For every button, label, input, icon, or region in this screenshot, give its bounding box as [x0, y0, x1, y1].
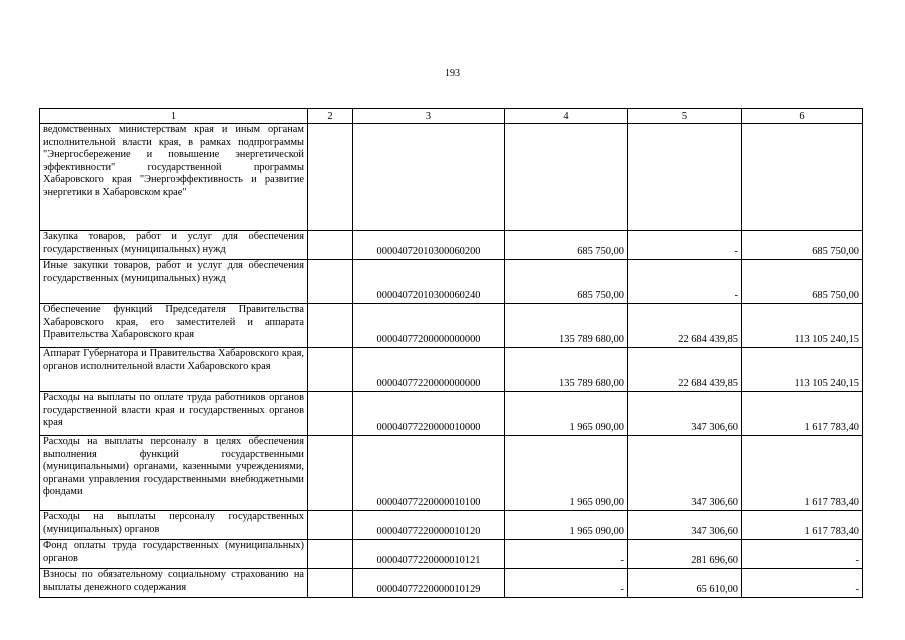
budget-table [39, 108, 863, 598]
row-col4-cell: 135 789 680,00 [505, 348, 628, 392]
table-row [40, 540, 863, 569]
row-code-cell: 00004072010300060240 [353, 260, 505, 304]
row-name-cell: Фонд оплаты труда государственных (муниципальных) органов [40, 540, 308, 569]
row-col2-cell [308, 540, 353, 569]
row-col6-cell: 1 617 783,40 [742, 436, 863, 511]
row-code-cell: 00004077220000000000 [353, 348, 505, 392]
row-col6-cell: - [742, 569, 863, 598]
row-code-cell: 00004077220000010120 [353, 511, 505, 540]
row-name-cell: ведомственных министерствам края и иным органам исполнительной власти края, в рамках подпрограммы "Энергосбережение и повышение энергетической эффективности" государственной программы Хабаровского края "Энергоэффективность и развитие энергетики в Хабаровском крае" [40, 124, 308, 231]
row-name-cell: Расходы на выплаты по оплате труда работников органов государственной власти края и государственных органов края [40, 392, 308, 436]
row-col5-cell: 347 306,60 [628, 511, 742, 540]
row-col2-cell [308, 569, 353, 598]
row-col4-cell: - [505, 569, 628, 598]
column-header: 2 [308, 109, 353, 124]
row-col6-cell: - [742, 540, 863, 569]
row-code-cell: 00004077200000000000 [353, 304, 505, 348]
column-header: 6 [742, 109, 863, 124]
row-col2-cell [308, 124, 353, 231]
row-name-cell: Иные закупки товаров, работ и услуг для обеспечения государственных (муниципальных) нужд [40, 260, 308, 304]
row-col2-cell [308, 260, 353, 304]
page-number: 193 [445, 68, 460, 79]
row-col5-cell [628, 124, 742, 231]
row-name-cell: Расходы на выплаты персоналу государственных (муниципальных) органов [40, 511, 308, 540]
row-col4-cell: 135 789 680,00 [505, 304, 628, 348]
row-col6-cell [742, 124, 863, 231]
column-header: 3 [353, 109, 505, 124]
row-col4-cell: 1 965 090,00 [505, 392, 628, 436]
table-row [40, 569, 863, 598]
row-col5-cell: 347 306,60 [628, 436, 742, 511]
row-col5-cell: 347 306,60 [628, 392, 742, 436]
row-col5-cell: 65 610,00 [628, 569, 742, 598]
row-name-cell: Обеспечение функций Председателя Правительства Хабаровского края, его заместителей и аппарата Правительства Хабаровского края [40, 304, 308, 348]
row-code-cell [353, 124, 505, 231]
table-row [40, 231, 863, 260]
column-header: 5 [628, 109, 742, 124]
row-code-cell: 00004077220000010000 [353, 392, 505, 436]
row-col2-cell [308, 231, 353, 260]
table-row [40, 511, 863, 540]
table-row [40, 304, 863, 348]
row-col4-cell: - [505, 540, 628, 569]
row-code-cell: 00004077220000010121 [353, 540, 505, 569]
table-row [40, 392, 863, 436]
table-row [40, 260, 863, 304]
row-col2-cell [308, 304, 353, 348]
table-row [40, 436, 863, 511]
table-header-row [40, 109, 863, 124]
row-name-cell: Взносы по обязательному социальному страхованию на выплаты денежного содержания [40, 569, 308, 598]
row-col2-cell [308, 392, 353, 436]
row-col5-cell: - [628, 231, 742, 260]
row-col4-cell: 1 965 090,00 [505, 436, 628, 511]
row-col6-cell: 1 617 783,40 [742, 511, 863, 540]
row-col5-cell: - [628, 260, 742, 304]
row-col2-cell [308, 348, 353, 392]
row-col4-cell [505, 124, 628, 231]
row-name-cell: Аппарат Губернатора и Правительства Хабаровского края, органов исполнительной власти Хабаровского края [40, 348, 308, 392]
table-row [40, 124, 863, 231]
row-col6-cell: 113 105 240,15 [742, 304, 863, 348]
column-header: 1 [40, 109, 308, 124]
row-name-cell: Расходы на выплаты персоналу в целях обеспечения выполнения функций государственными (муниципальными) органами, казенными учреждениями, органами управления государственными внебюджетными фондами [40, 436, 308, 511]
row-col2-cell [308, 436, 353, 511]
row-col6-cell: 113 105 240,15 [742, 348, 863, 392]
row-code-cell: 00004077220000010100 [353, 436, 505, 511]
row-col4-cell: 685 750,00 [505, 231, 628, 260]
row-code-cell: 00004072010300060200 [353, 231, 505, 260]
row-col4-cell: 685 750,00 [505, 260, 628, 304]
column-header: 4 [505, 109, 628, 124]
row-col6-cell: 685 750,00 [742, 231, 863, 260]
row-col6-cell: 1 617 783,40 [742, 392, 863, 436]
row-col2-cell [308, 511, 353, 540]
table-row [40, 348, 863, 392]
row-name-cell: Закупка товаров, работ и услуг для обеспечения государственных (муниципальных) нужд [40, 231, 308, 260]
row-col6-cell: 685 750,00 [742, 260, 863, 304]
row-code-cell: 00004077220000010129 [353, 569, 505, 598]
row-col5-cell: 22 684 439,85 [628, 304, 742, 348]
row-col5-cell: 22 684 439,85 [628, 348, 742, 392]
row-col5-cell: 281 696,60 [628, 540, 742, 569]
row-col4-cell: 1 965 090,00 [505, 511, 628, 540]
